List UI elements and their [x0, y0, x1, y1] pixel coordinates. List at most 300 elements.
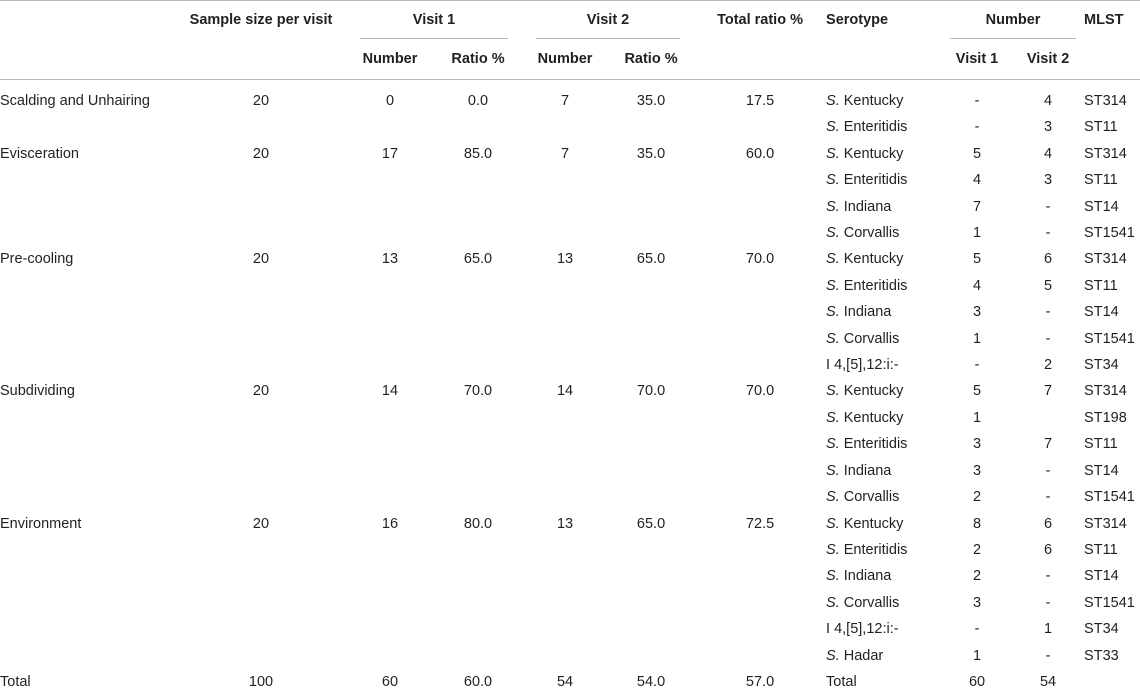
- sample-size-cell: [176, 616, 346, 642]
- visit1-number-cell: [346, 537, 434, 563]
- serotype-name: Kentucky: [844, 251, 904, 267]
- visit1-ratio-cell: [434, 220, 522, 246]
- visit2-ratio-cell: [608, 405, 694, 431]
- serotype-cell: [826, 616, 942, 642]
- serotype-cell: [826, 563, 942, 589]
- stage-cell: [0, 563, 176, 589]
- visit2-ratio-cell: [608, 431, 694, 457]
- serotype-cell: [826, 458, 942, 484]
- sample-size-cell: [176, 194, 346, 220]
- serotype-cell: [826, 511, 942, 537]
- serotype-name: Hadar: [844, 648, 884, 664]
- number-visit2-cell: -: [1012, 590, 1084, 616]
- visit1-ratio-cell: [434, 590, 522, 616]
- serotype-name: Enteritidis: [844, 172, 908, 188]
- serotype-cell: [826, 590, 942, 616]
- visit1-ratio-cell: [434, 194, 522, 220]
- total-ratio-cell: [694, 299, 826, 325]
- visit1-ratio-cell: 80.0: [434, 511, 522, 537]
- sample-size-cell: [176, 590, 346, 616]
- number-visit1-cell: 4: [942, 273, 1012, 299]
- visit2-ratio-cell: [608, 167, 694, 193]
- genus-abbrev: S.: [826, 146, 840, 162]
- stage-cell: Evisceration: [0, 141, 176, 167]
- total-visit2-number-cell: 54: [522, 669, 608, 695]
- table-row: [0, 246, 1140, 272]
- stage-cell: Pre-cooling: [0, 246, 176, 272]
- header-mlst: MLST: [1084, 1, 1140, 40]
- visit2-ratio-cell: [608, 194, 694, 220]
- stage-cell: Subdividing: [0, 378, 176, 404]
- number-visit2-cell: 4: [1012, 141, 1084, 167]
- total-ratio-cell: [694, 194, 826, 220]
- number-visit2-cell: 2: [1012, 352, 1084, 378]
- visit1-number-cell: [346, 405, 434, 431]
- mlst-cell: ST1541: [1084, 220, 1140, 246]
- total-visit1-ratio-cell: 60.0: [434, 669, 522, 695]
- number-visit1-cell: 8: [942, 511, 1012, 537]
- header-visit1-ratio: Ratio %: [434, 39, 522, 80]
- stage-cell: [0, 431, 176, 457]
- visit1-ratio-cell: 65.0: [434, 246, 522, 272]
- mlst-cell: ST11: [1084, 431, 1140, 457]
- number-visit2-cell: 7: [1012, 431, 1084, 457]
- sample-size-cell: [176, 114, 346, 140]
- genus-abbrev: S.: [826, 304, 840, 320]
- header-visit1-number: Number: [346, 39, 434, 80]
- number-visit2-cell: -: [1012, 484, 1084, 510]
- number-visit1-cell: 3: [942, 299, 1012, 325]
- mlst-cell: ST34: [1084, 352, 1140, 378]
- visit2-ratio-cell: [608, 537, 694, 563]
- serotype-cell: [826, 114, 942, 140]
- mlst-cell: ST11: [1084, 537, 1140, 563]
- total-ratio-cell: [694, 643, 826, 669]
- header-visit2-ratio: Ratio %: [608, 39, 694, 80]
- genus-abbrev: S.: [826, 542, 840, 558]
- visit1-ratio-cell: [434, 431, 522, 457]
- total-ratio-cell: [694, 590, 826, 616]
- number-visit2-cell: -: [1012, 299, 1084, 325]
- genus-abbrev: S.: [826, 436, 840, 452]
- visit1-ratio-cell: [434, 326, 522, 352]
- serotype-cell: [826, 141, 942, 167]
- mlst-cell: ST1541: [1084, 326, 1140, 352]
- mlst-cell: ST34: [1084, 616, 1140, 642]
- number-visit2-cell: 6: [1012, 246, 1084, 272]
- mlst-cell: ST14: [1084, 563, 1140, 589]
- sample-size-cell: [176, 352, 346, 378]
- genus-abbrev: S.: [826, 172, 840, 188]
- serotype-cell: [826, 643, 942, 669]
- visit1-number-cell: [346, 194, 434, 220]
- serotype-name: Corvallis: [844, 225, 900, 241]
- total-mlst-cell: [1084, 669, 1140, 695]
- visit2-number-cell: [522, 616, 608, 642]
- visit1-number-cell: [346, 299, 434, 325]
- table-row: [0, 458, 1140, 484]
- number-visit2-cell: 3: [1012, 167, 1084, 193]
- visit1-ratio-cell: [434, 273, 522, 299]
- total-serotype-cell: Total: [826, 669, 942, 695]
- serotype-name: Enteritidis: [844, 436, 908, 452]
- number-visit1-cell: 3: [942, 458, 1012, 484]
- stage-cell: [0, 167, 176, 193]
- number-visit2-cell: 7: [1012, 378, 1084, 404]
- visit2-ratio-cell: [608, 220, 694, 246]
- serotype-name: Indiana: [844, 304, 892, 320]
- visit1-ratio-cell: [434, 616, 522, 642]
- number-visit1-cell: 2: [942, 484, 1012, 510]
- visit2-ratio-cell: [608, 643, 694, 669]
- visit2-ratio-cell: [608, 326, 694, 352]
- serotype-cell: [826, 405, 942, 431]
- stage-cell: [0, 537, 176, 563]
- visit1-number-cell: [346, 484, 434, 510]
- header-visit2: Visit 2: [522, 1, 694, 40]
- total-number-visit1-cell: 60: [942, 669, 1012, 695]
- number-visit1-cell: 2: [942, 563, 1012, 589]
- visit1-ratio-cell: 85.0: [434, 141, 522, 167]
- number-visit2-cell: [1012, 405, 1084, 431]
- sample-size-cell: 20: [176, 511, 346, 537]
- number-visit1-cell: 7: [942, 194, 1012, 220]
- serotype-name: Kentucky: [844, 410, 904, 426]
- total-ratio-cell: 72.5: [694, 511, 826, 537]
- visit2-number-cell: [522, 220, 608, 246]
- visit1-ratio-cell: [434, 643, 522, 669]
- visit2-number-cell: [522, 273, 608, 299]
- total-ratio-cell: 17.5: [694, 80, 826, 115]
- total-ratio-cell: [694, 220, 826, 246]
- visit1-ratio-cell: [434, 484, 522, 510]
- visit2-number-cell: 13: [522, 511, 608, 537]
- stage-cell: [0, 643, 176, 669]
- visit2-ratio-cell: [608, 458, 694, 484]
- serotype-name: Kentucky: [844, 146, 904, 162]
- total-ratio-cell: 70.0: [694, 246, 826, 272]
- stage-cell: [0, 484, 176, 510]
- visit2-number-cell: [522, 431, 608, 457]
- total-ratio-cell: [694, 563, 826, 589]
- total-number-visit2-cell: 54: [1012, 669, 1084, 695]
- serotype-name: I 4,[5],12:i:-: [826, 357, 899, 373]
- total-ratio-cell: [694, 167, 826, 193]
- visit2-ratio-cell: 65.0: [608, 246, 694, 272]
- table-row: [0, 378, 1140, 404]
- visit2-ratio-cell: [608, 273, 694, 299]
- number-visit1-cell: 1: [942, 220, 1012, 246]
- mlst-cell: ST14: [1084, 194, 1140, 220]
- sample-size-cell: [176, 431, 346, 457]
- serotype-cell: [826, 246, 942, 272]
- visit2-number-cell: 7: [522, 141, 608, 167]
- visit1-number-cell: 14: [346, 378, 434, 404]
- visit1-ratio-cell: [434, 563, 522, 589]
- visit2-number-cell: [522, 590, 608, 616]
- stage-cell: [0, 194, 176, 220]
- table-row: [0, 167, 1140, 193]
- visit2-number-cell: [522, 352, 608, 378]
- visit1-number-cell: [346, 167, 434, 193]
- mlst-cell: ST1541: [1084, 484, 1140, 510]
- stage-cell: [0, 352, 176, 378]
- visit2-number-cell: [522, 484, 608, 510]
- total-ratio-cell: 60.0: [694, 141, 826, 167]
- visit1-number-cell: [346, 273, 434, 299]
- visit2-number-cell: [522, 458, 608, 484]
- serotype-name: Enteritidis: [844, 119, 908, 135]
- serotype-cell: [826, 220, 942, 246]
- total-ratio-cell: [694, 405, 826, 431]
- table-row: [0, 273, 1140, 299]
- sample-size-cell: [176, 537, 346, 563]
- visit2-ratio-cell: [608, 590, 694, 616]
- genus-abbrev: S.: [826, 463, 840, 479]
- sample-size-cell: [176, 405, 346, 431]
- number-visit1-cell: 2: [942, 537, 1012, 563]
- table-row: [0, 326, 1140, 352]
- mlst-cell: ST11: [1084, 273, 1140, 299]
- mlst-cell: ST11: [1084, 167, 1140, 193]
- total-ratio-cell: [694, 484, 826, 510]
- visit2-ratio-cell: [608, 352, 694, 378]
- total-stage-cell: Total: [0, 669, 176, 695]
- visit2-ratio-cell: 35.0: [608, 141, 694, 167]
- stage-cell: [0, 326, 176, 352]
- visit2-number-cell: 13: [522, 246, 608, 272]
- visit2-number-cell: [522, 326, 608, 352]
- table-row: [0, 431, 1140, 457]
- genus-abbrev: S.: [826, 648, 840, 664]
- mlst-cell: ST14: [1084, 458, 1140, 484]
- header-number-visit2: Visit 2: [1012, 39, 1084, 80]
- serotype-cell: [826, 484, 942, 510]
- mlst-cell: ST198: [1084, 405, 1140, 431]
- genus-abbrev: S.: [826, 251, 840, 267]
- mlst-cell: ST314: [1084, 511, 1140, 537]
- visit2-number-cell: [522, 643, 608, 669]
- total-ratio-cell: 70.0: [694, 378, 826, 404]
- number-visit1-cell: 5: [942, 141, 1012, 167]
- total-total-ratio-cell: 57.0: [694, 669, 826, 695]
- table-row: [0, 590, 1140, 616]
- table-header: [0, 1, 1140, 80]
- serotype-cell: [826, 431, 942, 457]
- sample-size-cell: [176, 643, 346, 669]
- visit1-number-cell: 0: [346, 80, 434, 115]
- genus-abbrev: S.: [826, 595, 840, 611]
- visit1-ratio-cell: [434, 537, 522, 563]
- table-row: [0, 616, 1140, 642]
- number-visit1-cell: 1: [942, 326, 1012, 352]
- visit1-ratio-cell: [434, 114, 522, 140]
- visit1-number-cell: [346, 458, 434, 484]
- serotype-cell: [826, 378, 942, 404]
- total-row: [0, 669, 1140, 695]
- sample-size-cell: [176, 299, 346, 325]
- header-total-ratio: Total ratio %: [694, 1, 826, 40]
- table-row: [0, 563, 1140, 589]
- table-row: [0, 537, 1140, 563]
- total-visit2-ratio-cell: 54.0: [608, 669, 694, 695]
- mlst-cell: ST314: [1084, 246, 1140, 272]
- stage-cell: [0, 299, 176, 325]
- table-row: [0, 352, 1140, 378]
- number-visit1-cell: -: [942, 352, 1012, 378]
- visit2-ratio-cell: [608, 616, 694, 642]
- number-visit1-cell: 5: [942, 378, 1012, 404]
- sample-size-cell: 20: [176, 141, 346, 167]
- visit1-ratio-cell: [434, 458, 522, 484]
- serotype-cell: [826, 80, 942, 115]
- stage-cell: [0, 616, 176, 642]
- number-visit2-cell: 4: [1012, 80, 1084, 115]
- number-visit1-cell: 1: [942, 643, 1012, 669]
- genus-abbrev: S.: [826, 568, 840, 584]
- visit2-number-cell: [522, 299, 608, 325]
- number-visit1-cell: -: [942, 616, 1012, 642]
- visit1-number-cell: [346, 326, 434, 352]
- mlst-cell: ST314: [1084, 378, 1140, 404]
- stage-cell: [0, 590, 176, 616]
- genus-abbrev: S.: [826, 489, 840, 505]
- visit1-number-cell: [346, 431, 434, 457]
- serotype-name: Kentucky: [844, 516, 904, 532]
- stage-cell: [0, 220, 176, 246]
- number-visit1-cell: 5: [942, 246, 1012, 272]
- number-visit1-cell: -: [942, 80, 1012, 115]
- total-visit1-number-cell: 60: [346, 669, 434, 695]
- visit1-number-cell: [346, 643, 434, 669]
- stage-cell: [0, 273, 176, 299]
- serotype-name: Kentucky: [844, 93, 904, 109]
- serotype-cell: [826, 537, 942, 563]
- stage-cell: [0, 114, 176, 140]
- number-visit2-cell: 5: [1012, 273, 1084, 299]
- visit2-number-cell: [522, 563, 608, 589]
- genus-abbrev: S.: [826, 199, 840, 215]
- table-row: [0, 114, 1140, 140]
- genus-abbrev: S.: [826, 225, 840, 241]
- serotype-name: I 4,[5],12:i:-: [826, 621, 899, 637]
- sample-size-cell: [176, 458, 346, 484]
- sample-size-cell: [176, 484, 346, 510]
- total-ratio-cell: [694, 352, 826, 378]
- number-visit2-cell: -: [1012, 643, 1084, 669]
- visit2-ratio-cell: [608, 563, 694, 589]
- visit1-number-cell: 17: [346, 141, 434, 167]
- genus-abbrev: S.: [826, 93, 840, 109]
- visit1-number-cell: 16: [346, 511, 434, 537]
- visit1-ratio-cell: [434, 352, 522, 378]
- sample-size-cell: [176, 563, 346, 589]
- stage-cell: Environment: [0, 511, 176, 537]
- serotype-cell: [826, 352, 942, 378]
- header-visit1: Visit 1: [346, 1, 522, 40]
- table-row: [0, 80, 1140, 115]
- table-row: [0, 511, 1140, 537]
- visit1-number-cell: 13: [346, 246, 434, 272]
- visit2-number-cell: [522, 167, 608, 193]
- total-ratio-cell: [694, 326, 826, 352]
- total-ratio-cell: [694, 114, 826, 140]
- visit2-number-cell: [522, 405, 608, 431]
- number-visit1-cell: 3: [942, 431, 1012, 457]
- serotype-name: Indiana: [844, 199, 892, 215]
- number-visit2-cell: 3: [1012, 114, 1084, 140]
- visit1-ratio-cell: [434, 299, 522, 325]
- total-ratio-cell: [694, 273, 826, 299]
- serotype-name: Enteritidis: [844, 278, 908, 294]
- mlst-cell: ST314: [1084, 80, 1140, 115]
- total-ratio-cell: [694, 431, 826, 457]
- mlst-cell: ST1541: [1084, 590, 1140, 616]
- table-row: [0, 405, 1140, 431]
- sample-size-cell: 20: [176, 246, 346, 272]
- header-number-visit1: Visit 1: [942, 39, 1012, 80]
- visit2-number-cell: 7: [522, 80, 608, 115]
- visit2-ratio-cell: 35.0: [608, 80, 694, 115]
- table-row: [0, 194, 1140, 220]
- header-serotype: Serotype: [826, 1, 942, 40]
- visit1-ratio-cell: 0.0: [434, 80, 522, 115]
- number-visit1-cell: 4: [942, 167, 1012, 193]
- number-visit1-cell: 1: [942, 405, 1012, 431]
- table-row: [0, 299, 1140, 325]
- number-visit2-cell: -: [1012, 458, 1084, 484]
- visit2-number-cell: [522, 537, 608, 563]
- genus-abbrev: S.: [826, 331, 840, 347]
- total-sample-size-cell: 100: [176, 669, 346, 695]
- serotype-name: Enteritidis: [844, 542, 908, 558]
- header-sample-size: Sample size per visit: [176, 1, 346, 40]
- number-visit1-cell: -: [942, 114, 1012, 140]
- serotype-cell: [826, 194, 942, 220]
- visit2-ratio-cell: [608, 114, 694, 140]
- stage-cell: [0, 458, 176, 484]
- visit1-number-cell: [346, 590, 434, 616]
- table-row: [0, 643, 1140, 669]
- genus-abbrev: S.: [826, 410, 840, 426]
- visit2-ratio-cell: 65.0: [608, 511, 694, 537]
- header-number: Number: [942, 1, 1084, 40]
- table-row: [0, 220, 1140, 246]
- number-visit2-cell: 6: [1012, 537, 1084, 563]
- serotype-cell: [826, 299, 942, 325]
- sample-size-cell: [176, 220, 346, 246]
- serotype-name: Indiana: [844, 463, 892, 479]
- visit1-ratio-cell: [434, 167, 522, 193]
- sample-size-cell: 20: [176, 378, 346, 404]
- visit2-ratio-cell: [608, 299, 694, 325]
- serotype-name: Corvallis: [844, 331, 900, 347]
- visit1-number-cell: [346, 220, 434, 246]
- visit2-ratio-cell: [608, 484, 694, 510]
- sample-size-cell: [176, 326, 346, 352]
- serotype-name: Corvallis: [844, 595, 900, 611]
- genus-abbrev: S.: [826, 383, 840, 399]
- visit1-number-cell: [346, 616, 434, 642]
- number-visit2-cell: 6: [1012, 511, 1084, 537]
- serotype-name: Indiana: [844, 568, 892, 584]
- mlst-cell: ST14: [1084, 299, 1140, 325]
- mlst-cell: ST33: [1084, 643, 1140, 669]
- genus-abbrev: S.: [826, 278, 840, 294]
- stage-cell: Scalding and Unhairing: [0, 80, 176, 115]
- serotype-cell: [826, 167, 942, 193]
- genus-abbrev: S.: [826, 516, 840, 532]
